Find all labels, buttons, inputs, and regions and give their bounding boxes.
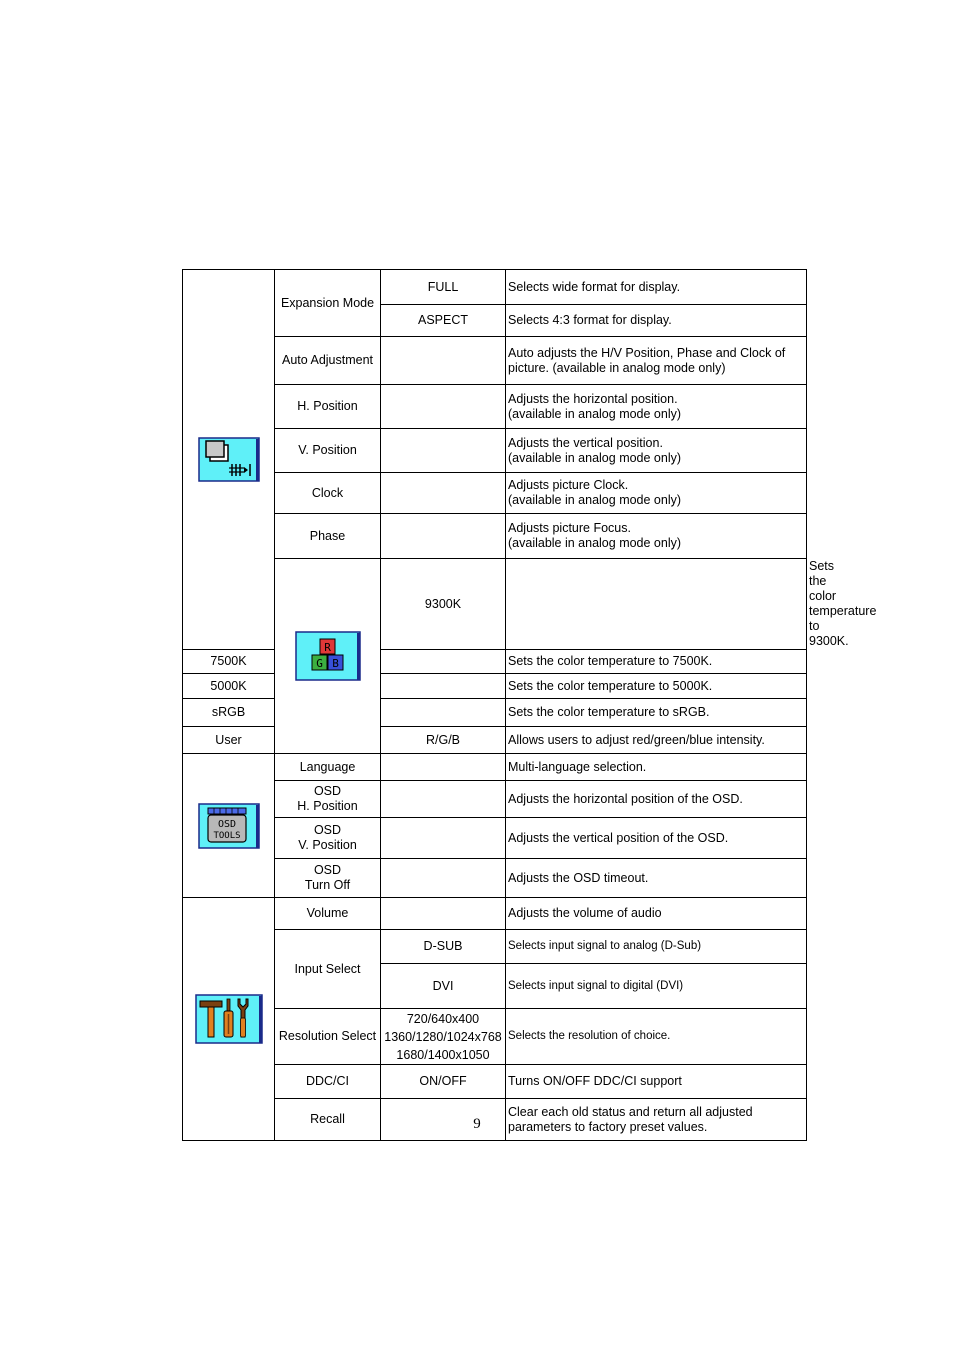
svg-text:TOOLS: TOOLS	[212, 830, 241, 841]
table-row	[183, 385, 807, 429]
image-setup-group	[183, 270, 275, 650]
empty-cell	[381, 859, 506, 898]
recall-label: Recall	[275, 1099, 381, 1141]
resolution-select-desc: Selects the resolution of choice.	[506, 1009, 807, 1065]
temp-7500k-desc: Sets the color temperature to 7500K.	[506, 650, 807, 674]
v-position-desc: Adjusts the vertical position. (available in analog mode only)	[506, 429, 807, 473]
empty-cell	[381, 781, 506, 818]
empty-cell	[381, 754, 506, 781]
empty-cell	[381, 514, 506, 559]
expansion-aspect-desc: Selects 4:3 format for display.	[506, 305, 807, 337]
empty-cell	[381, 429, 506, 473]
table-row	[183, 429, 807, 473]
empty-cell	[506, 559, 807, 650]
ddc-ci-value: ON/OFF	[381, 1065, 506, 1099]
image-setup-icon	[198, 437, 260, 482]
temp-user-desc: Allows users to adjust red/green/blue intensity.	[506, 727, 807, 754]
color-temp-group	[275, 559, 381, 754]
auto-adjustment-desc: Auto adjusts the H/V Position, Phase and Clock of picture. (available in analog mode only)	[506, 337, 807, 385]
input-dsub-value: D-SUB	[381, 930, 506, 964]
h-position-desc: Adjusts the horizontal position. (available in analog mode only)	[506, 385, 807, 429]
temp-srgb-desc: Sets the color temperature to sRGB.	[506, 699, 807, 727]
table-row	[183, 1065, 807, 1099]
table-row	[183, 898, 807, 930]
osd-v-position-label: OSD V. Position	[275, 818, 381, 859]
osd-function-table	[182, 269, 877, 1141]
empty-cell	[381, 674, 506, 699]
table-row	[183, 270, 807, 305]
table-row	[183, 859, 807, 898]
h-position-label: H. Position	[275, 385, 381, 429]
clock-label: Clock	[275, 473, 381, 514]
osd-turn-off-desc: Adjusts the OSD timeout.	[506, 859, 807, 898]
osd-h-position-label: OSD H. Position	[275, 781, 381, 818]
empty-cell	[381, 818, 506, 859]
ddc-ci-desc: Turns ON/OFF DDC/CI support	[506, 1065, 807, 1099]
osd-v-position-desc: Adjusts the vertical position of the OSD.	[506, 818, 807, 859]
expansion-mode-label: Expansion Mode	[275, 270, 381, 337]
resolution-select-label: Resolution Select	[275, 1009, 381, 1065]
table-row	[183, 337, 807, 385]
temp-7500k-label: 7500K	[183, 650, 275, 674]
expansion-aspect-value: ASPECT	[381, 305, 506, 337]
expansion-full-desc: Selects wide format for display.	[506, 270, 807, 305]
empty-cell	[381, 650, 506, 674]
hammer-screwdriver-icon	[195, 994, 263, 1044]
volume-desc: Adjusts the volume of audio	[506, 898, 807, 930]
table-row	[183, 930, 807, 964]
misc-setup-group	[183, 898, 275, 1141]
input-select-label: Input Select	[275, 930, 381, 1009]
empty-cell	[381, 473, 506, 514]
osd-turn-off-label: OSD Turn Off	[275, 859, 381, 898]
input-dvi-desc: Selects input signal to digital (DVI)	[506, 964, 807, 1009]
language-label: Language	[275, 754, 381, 781]
v-position-label: V. Position	[275, 429, 381, 473]
auto-adjustment-label: Auto Adjustment	[275, 337, 381, 385]
osd-h-position-desc: Adjusts the horizontal position of the OSD.	[506, 781, 807, 818]
clock-desc: Adjusts picture Clock. (available in analog mode only)	[506, 473, 807, 514]
osd-tools-icon	[198, 803, 260, 849]
volume-label: Volume	[275, 898, 381, 930]
expansion-full-value: FULL	[381, 270, 506, 305]
ddc-ci-label: DDC/CI	[275, 1065, 381, 1099]
rgb-blocks-icon	[295, 631, 361, 681]
empty-cell	[381, 337, 506, 385]
resolution-values: 720/640x400 1360/1280/1024x768 1680/1400x1050	[381, 1009, 506, 1065]
osd-setup-group	[183, 754, 275, 898]
svg-text:OSD: OSD	[217, 818, 236, 830]
svg-text:G: G	[315, 657, 323, 670]
input-dsub-desc: Selects input signal to analog (D-Sub)	[506, 930, 807, 964]
phase-label: Phase	[275, 514, 381, 559]
table-row	[183, 781, 807, 818]
input-dvi-value: DVI	[381, 964, 506, 1009]
recall-desc: Clear each old status and return all adjusted parameters to factory preset values.	[506, 1099, 807, 1141]
table-row	[183, 514, 807, 559]
page-number: 9	[473, 1116, 481, 1132]
language-desc: Multi-language selection.	[506, 754, 807, 781]
table-row: R G B 9300K Sets the color temperature to 9300K.	[183, 559, 807, 650]
temp-5000k-label: 5000K	[183, 674, 275, 699]
empty-cell	[381, 385, 506, 429]
temp-srgb-label: sRGB	[183, 699, 275, 727]
table-row	[183, 754, 807, 781]
table-row	[183, 1009, 807, 1065]
temp-9300k-label: 9300K	[381, 559, 506, 650]
svg-text:R: R	[323, 641, 331, 654]
temp-user-value: R/G/B	[381, 727, 506, 754]
temp-5000k-desc: Sets the color temperature to 5000K.	[506, 674, 807, 699]
empty-cell	[381, 898, 506, 930]
empty-cell	[381, 699, 506, 727]
phase-desc: Adjusts picture Focus. (available in analog mode only)	[506, 514, 807, 559]
temp-user-label: User	[183, 727, 275, 754]
table-row	[183, 473, 807, 514]
svg-text:B: B	[331, 657, 339, 670]
table-row	[183, 818, 807, 859]
